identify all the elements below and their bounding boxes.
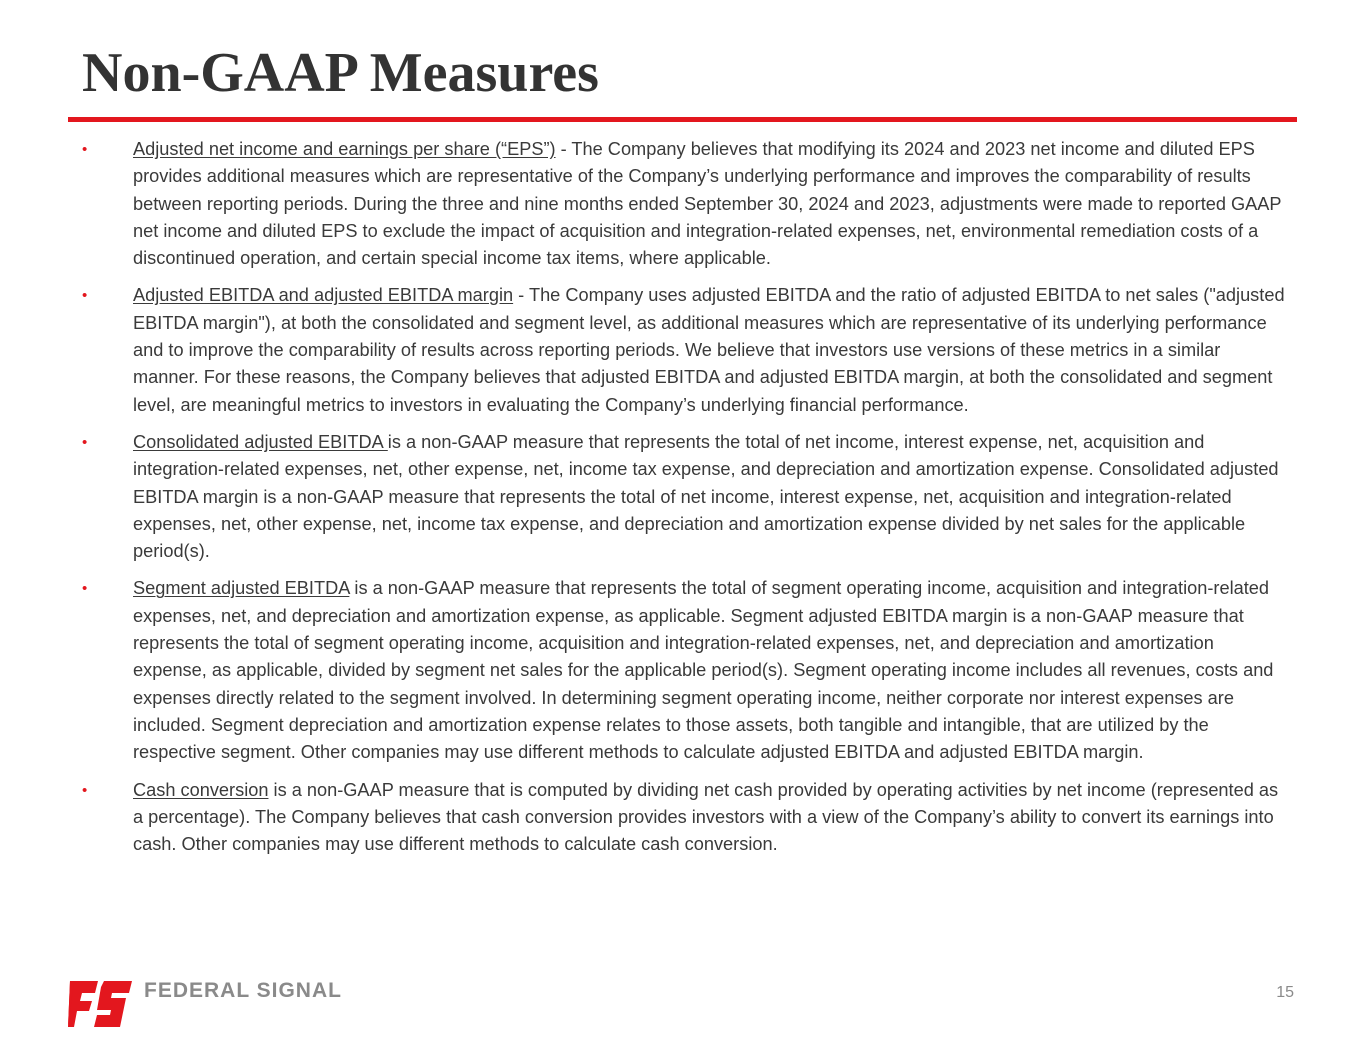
list-item xyxy=(82,429,1287,565)
bullet-icon: • xyxy=(82,141,88,158)
federal-signal-logo-icon xyxy=(68,973,132,1029)
bullet-icon: • xyxy=(82,287,88,305)
bullet-icon: • xyxy=(82,433,88,451)
term-label: Consolidated adjusted EBITDA xyxy=(133,431,388,452)
term-definition: is a non-GAAP measure that represents the total of segment operating income, acquisition and integration-related expenses, net, and depreciation and amortization expense, as applicable. Segment adjusted EBITDA margin is a non-GAAP measure that represents the total of segment operating income, acquisition and integration-related expenses, net, and depreciation and amortization expense, as applicable, divided by segment net sales for the applicable period(s). Segment operating income includes all revenues, costs and expenses directly related to the segment involved. In determining segment operating income, neither corporate nor interest expenses are included. Segment depreciation and amortization expense relates to those assets, both tangible and intangible, that are utilized by the respective segment. Other companies may use different methods to calculate adjusted EBITDA and adjusted EBITDA margin. xyxy=(133,578,1274,763)
bullet-icon: • xyxy=(82,580,88,598)
term-label: Segment adjusted EBITDA xyxy=(133,578,350,599)
term-label: Adjusted net income and earnings per share (“EPS”) xyxy=(133,139,556,159)
list-item xyxy=(82,575,1287,766)
list-item xyxy=(82,282,1287,418)
term-definition: - The Company uses adjusted EBITDA and the ratio of adjusted EBITDA to net sales ("adjusted EBITDA margin"), at both the consolidated and segment level, as additional measures which are representative of its underlying performance and to improve the comparability of results across reporting periods. We believe that investors use versions of these metrics in a similar manner. For these reasons, the Company believes that adjusted EBITDA and adjusted EBITDA margin, at both the consolidated and segment level, are meaningful metrics to investors in evaluating the Company’s underlying financial performance. xyxy=(133,285,1285,415)
term-definition: is a non-GAAP measure that represents the total of net income, interest expense, net, acquisition and integration-related expenses, net, other expense, net, income tax expense, and depreciation and amortization expense. Consolidated adjusted EBITDA margin is a non-GAAP measure that represents the total of net income, interest expense, net, acquisition and integration-related expenses, net, other expense, net, income tax expense, and depreciation and amortization expense divided by net sales for the applicable period(s). xyxy=(133,431,1279,562)
company-logo xyxy=(68,973,353,1029)
bullet-icon: • xyxy=(82,781,88,799)
page-number: 15 xyxy=(1276,984,1294,1001)
list-item xyxy=(82,136,1287,272)
term-label: Cash conversion xyxy=(133,779,269,800)
page-title: Non-GAAP Measures xyxy=(82,42,599,104)
definitions-list xyxy=(82,136,1287,868)
term-label: Adjusted EBITDA and adjusted EBITDA margin xyxy=(133,285,514,306)
logo-wordmark: FEDERAL SIGNAL xyxy=(144,979,342,1002)
term-definition: - The Company believes that modifying its 2024 and 2023 net income and diluted EPS provides additional measures which are representative of the Company’s underlying performance and improves the comparability of results between reporting periods. During the three and nine months ended September 30, 2024 and 2023, adjustments were made to reported GAAP net income and diluted EPS to exclude the impact of acquisition and integration-related expenses, net, environmental remediation costs of a discontinued operation, and certain special income tax items, where applicable. xyxy=(133,139,1282,269)
title-divider xyxy=(68,117,1297,122)
list-item xyxy=(82,777,1287,859)
term-definition: is a non-GAAP measure that is computed by dividing net cash provided by operating activities by net income (represented as a percentage). The Company believes that cash conversion provides investors with a view of the Company’s ability to convert its earnings into cash. Other companies may use different methods to calculate cash conversion. xyxy=(133,779,1279,855)
